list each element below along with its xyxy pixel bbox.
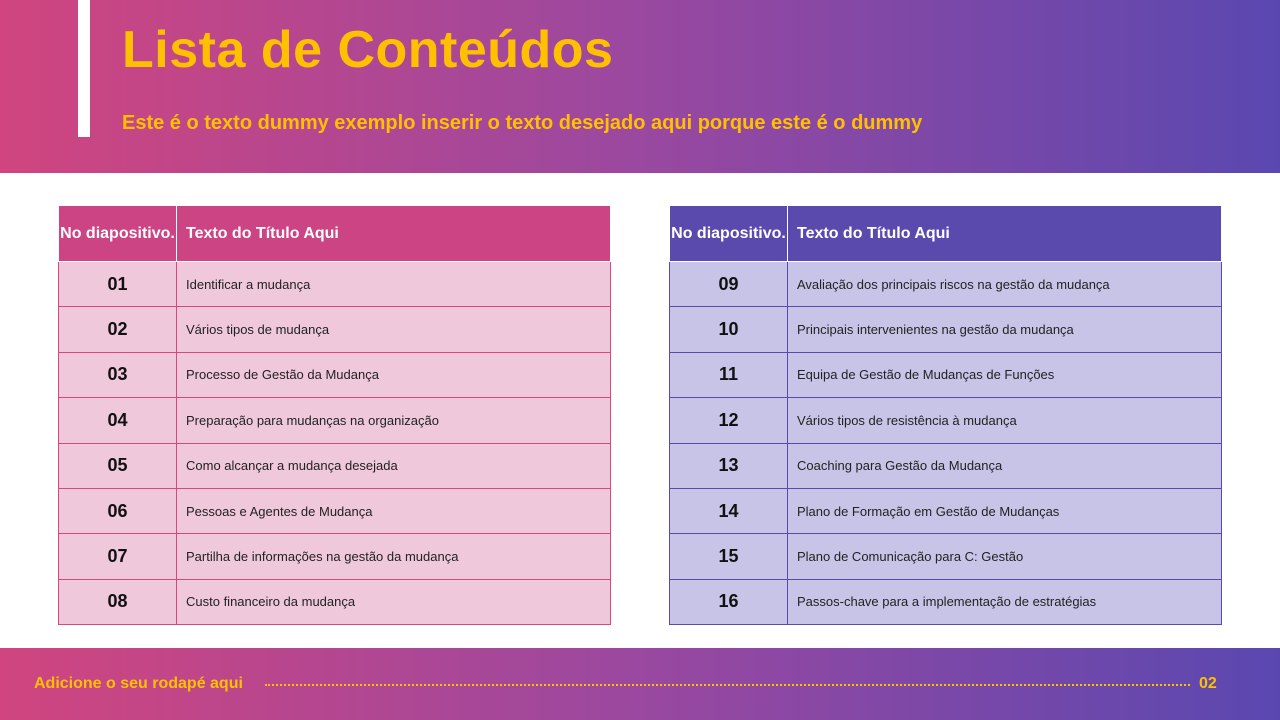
slide-number-cell: 15 <box>670 534 788 579</box>
slide-number-cell: 13 <box>670 443 788 488</box>
slide-number-cell: 02 <box>59 307 177 352</box>
contents-table-right <box>669 205 1222 625</box>
table-row <box>670 398 1222 443</box>
accent-bar <box>78 0 90 137</box>
footer-dotted-divider <box>265 684 1190 686</box>
slide-number-cell: 07 <box>59 534 177 579</box>
page-subtitle: Este é o texto dummy exemplo inserir o texto desejado aqui porque este é o dummy <box>122 112 923 134</box>
table-row <box>670 488 1222 533</box>
footer-text: Adicione o seu rodapé aqui <box>34 675 243 692</box>
slide-title-cell: Identificar a mudança <box>177 262 611 307</box>
slide-title-cell: Processo de Gestão da Mudança <box>177 352 611 397</box>
slide-number-cell: 12 <box>670 398 788 443</box>
slide-title-cell: Vários tipos de resistência à mudança <box>788 398 1222 443</box>
table-row <box>59 262 611 307</box>
slide-number-cell: 01 <box>59 262 177 307</box>
slide-title-cell: Custo financeiro da mudança <box>177 579 611 624</box>
footer-banner <box>0 648 1280 720</box>
slide-title-cell: Coaching para Gestão da Mudança <box>788 443 1222 488</box>
table-row <box>670 307 1222 352</box>
table-row <box>59 398 611 443</box>
column-header-slide-number: No diapositivo. <box>59 206 177 262</box>
header-banner <box>0 0 1280 173</box>
slide-title-cell: Avaliação dos principais riscos na gestão da mudança <box>788 262 1222 307</box>
page-number: 02 <box>1199 675 1217 692</box>
page-title: Lista de Conteúdos <box>122 21 614 79</box>
table-header-row <box>59 206 611 262</box>
table-row <box>670 262 1222 307</box>
slide-number-cell: 08 <box>59 579 177 624</box>
slide-title-cell: Vários tipos de mudança <box>177 307 611 352</box>
slide-title-cell: Passos-chave para a implementação de estratégias <box>788 579 1222 624</box>
slide-number-cell: 05 <box>59 443 177 488</box>
table-row <box>59 579 611 624</box>
slide-title-cell: Principais intervenientes na gestão da mudança <box>788 307 1222 352</box>
slide-number-cell: 11 <box>670 352 788 397</box>
table-row <box>670 579 1222 624</box>
column-header-title: Texto do Título Aqui <box>788 206 1222 262</box>
table-row <box>59 352 611 397</box>
column-header-slide-number: No diapositivo. <box>670 206 788 262</box>
slide-number-cell: 04 <box>59 398 177 443</box>
slide-number-cell: 09 <box>670 262 788 307</box>
slide-title-cell: Como alcançar a mudança desejada <box>177 443 611 488</box>
slide-title-cell: Pessoas e Agentes de Mudança <box>177 488 611 533</box>
slide-number-cell: 14 <box>670 488 788 533</box>
slide-title-cell: Plano de Formação em Gestão de Mudanças <box>788 488 1222 533</box>
table-row <box>59 488 611 533</box>
slide-title-cell: Equipa de Gestão de Mudanças de Funções <box>788 352 1222 397</box>
slide-title-cell: Partilha de informações na gestão da mudança <box>177 534 611 579</box>
slide-number-cell: 06 <box>59 488 177 533</box>
slide-number-cell: 03 <box>59 352 177 397</box>
table-row <box>670 534 1222 579</box>
table-row <box>670 443 1222 488</box>
slide-title-cell: Plano de Comunicação para C: Gestão <box>788 534 1222 579</box>
table-row <box>59 534 611 579</box>
slide-number-cell: 16 <box>670 579 788 624</box>
table-row <box>670 352 1222 397</box>
table-row <box>59 443 611 488</box>
contents-table-left <box>58 205 611 625</box>
table-row <box>59 307 611 352</box>
column-header-title: Texto do Título Aqui <box>177 206 611 262</box>
table-header-row <box>670 206 1222 262</box>
slide-title-cell: Preparação para mudanças na organização <box>177 398 611 443</box>
slide-number-cell: 10 <box>670 307 788 352</box>
